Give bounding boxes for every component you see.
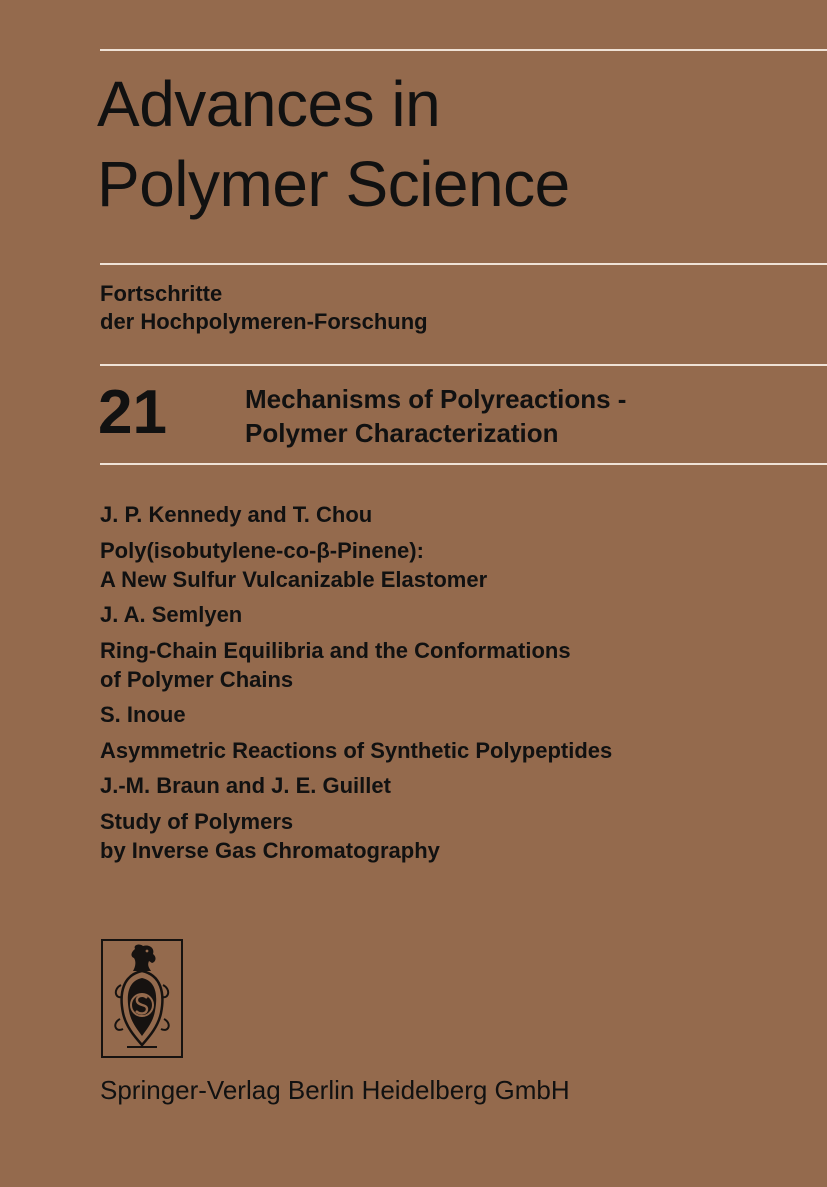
entry-title <box>100 736 800 765</box>
logo-emblem <box>103 941 181 1056</box>
volume-number: 21 <box>98 378 167 447</box>
series-title-line-2: Polymer Science <box>97 148 570 220</box>
entry-title-line: by Inverse Gas Chromatography <box>100 838 440 863</box>
top-rule <box>100 49 827 51</box>
volume-title-line-1: Mechanisms of Polyreactions - <box>245 384 627 414</box>
divider-rule-2 <box>100 364 827 366</box>
series-subtitle <box>100 280 428 336</box>
entry-author: J. P. Kennedy and T. Chou <box>100 502 373 527</box>
volume-title-line-2: Polymer Characterization <box>245 418 559 448</box>
divider-rule-1 <box>100 263 827 265</box>
publisher-name: Springer-Verlag Berlin Heidelberg GmbH <box>100 1075 570 1105</box>
series-title <box>97 64 570 224</box>
entry-author: J. A. Semlyen <box>100 602 243 627</box>
entry-title-line: A New Sulfur Vulcanizable Elastomer <box>100 567 488 592</box>
contents-entry <box>100 600 800 694</box>
entry-title-line: of Polymer Chains <box>100 667 294 692</box>
entry-title <box>100 536 800 594</box>
contents-entry <box>100 700 800 765</box>
entry-title-line: Ring-Chain Equilibria and the Conformations <box>100 638 571 663</box>
entry-author: S. Inoue <box>100 702 186 727</box>
entry-title <box>100 636 800 694</box>
series-title-line-1: Advances in <box>97 68 441 140</box>
entry-author: J.-M. Braun and J. E. Guillet <box>100 773 391 798</box>
volume-title <box>245 382 626 450</box>
contents-entry <box>100 771 800 865</box>
entry-title <box>100 807 800 865</box>
contents-entry <box>100 500 800 594</box>
springer-knight-logo-icon <box>101 939 183 1058</box>
series-subtitle-line-1: Fortschritte <box>100 281 223 306</box>
divider-rule-3 <box>100 463 827 465</box>
entry-title-line: Study of Polymers <box>100 809 294 834</box>
entry-title-line: Asymmetric Reactions of Synthetic Polypeptides <box>100 738 613 763</box>
contents-list <box>100 500 800 871</box>
series-subtitle-line-2: der Hochpolymeren-Forschung <box>100 309 428 334</box>
entry-title-line: Poly(isobutylene-co-β-Pinene): <box>100 538 424 563</box>
